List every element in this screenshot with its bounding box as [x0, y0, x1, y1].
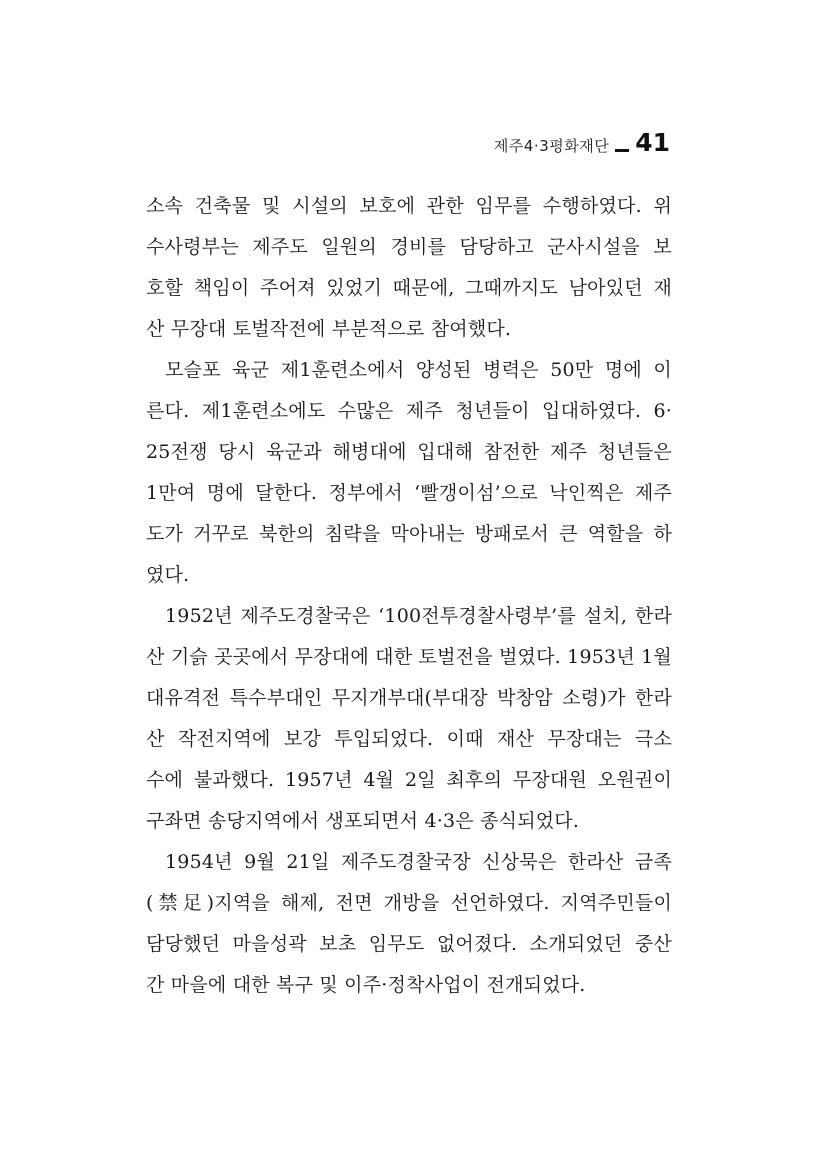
paragraph-3 [146, 596, 672, 842]
text-line: 른다. 제1훈련소에도 수많은 제주 청년들이 입대하였다. 6· [146, 400, 672, 422]
header-separator [615, 149, 629, 152]
text-line: 소속 건축물 및 시설의 보호에 관한 임무를 수행하였다. 위 [146, 195, 672, 217]
text-line: 1952년 제주도경찰국은 ‘100전투경찰사령부’를 설치, 한라 [165, 605, 672, 627]
text-line: 도가 거꾸로 북한의 침략을 막아내는 방패로서 큰 역할을 하 [146, 523, 672, 545]
header-title: 제주4·3평화재단 [493, 137, 610, 155]
paragraph-4 [146, 842, 672, 1006]
text-line: 대유격전 특수부대인 무지개부대(부대장 박창암 소령)가 한라 [146, 687, 672, 709]
text-line: 호할 책임이 주어져 있었기 때문에, 그때까지도 남아있던 재 [146, 277, 672, 299]
text-line: 구좌면 송당지역에서 생포되면서 4·3은 종식되었다. [146, 810, 580, 832]
text-line: 1만여 명에 달한다. 정부에서 ‘빨갱이섬’으로 낙인찍은 제주 [146, 482, 672, 504]
text-line: 담당했던 마을성곽 보초 임무도 없어졌다. 소개되었던 중산 [146, 933, 672, 955]
text-line: 수사령부는 제주도 일원의 경비를 담당하고 군사시설을 보 [146, 236, 672, 258]
text-line: (禁足)지역을 해제, 전면 개방을 선언하였다. 지역주민들이 [146, 892, 672, 914]
text-line: 산 무장대 토벌작전에 부분적으로 참여했다. [146, 318, 512, 340]
running-header [494, 128, 670, 157]
paragraph-2 [146, 350, 672, 596]
text-line: 수에 불과했다. 1957년 4월 2일 최후의 무장대원 오원권이 [146, 769, 672, 791]
text-line: 였다. [146, 564, 190, 586]
text-line: 모슬포 육군 제1훈련소에서 양성된 병력은 50만 명에 이 [165, 359, 672, 381]
text-line: 1954년 9월 21일 제주도경찰국장 신상묵은 한라산 금족 [165, 851, 672, 873]
paragraph-1 [146, 186, 672, 350]
text-line: 산 작전지역에 보강 투입되었다. 이때 재산 무장대는 극소 [146, 728, 672, 750]
page-number: 41 [635, 128, 670, 157]
text-line: 25전쟁 당시 육군과 해병대에 입대해 참전한 제주 청년들은 [146, 441, 672, 463]
body-text [146, 186, 672, 1006]
text-line: 산 기슭 곳곳에서 무장대에 대한 토벌전을 벌였다. 1953년 1월 [146, 646, 672, 668]
text-line: 간 마을에 대한 복구 및 이주·정착사업이 전개되었다. [146, 974, 586, 996]
